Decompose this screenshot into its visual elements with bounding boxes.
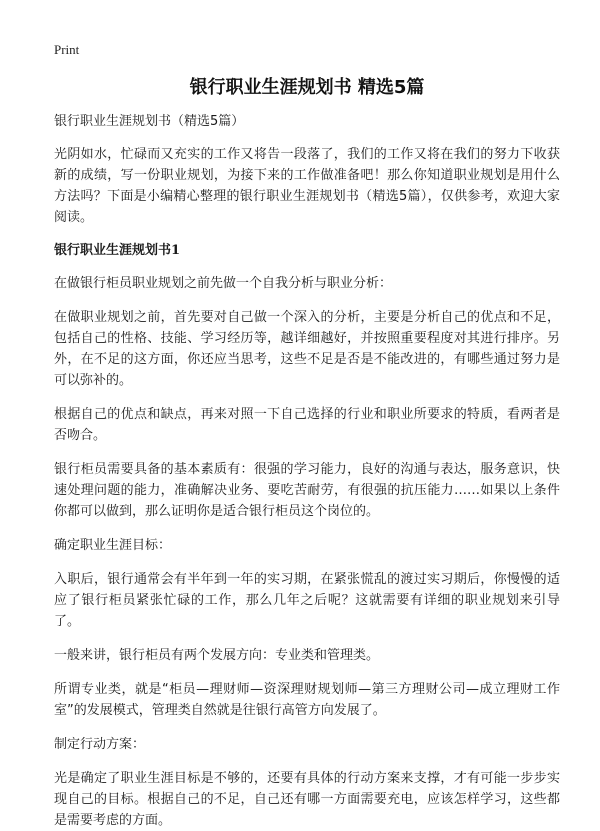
directions-paragraph: 一般来讲，银行柜员有两个发展方向：专业类和管理类。 [54, 648, 380, 663]
qualities-paragraph: 银行柜员需要具备的基本素质有：很强的学习能力，良好的沟通与表达，服务意识，快速处理问题的能力，准确解决业务、要吃苦耐劳，有很强的抗压能力……如果以上条件你都可以做到，那么证明你是适合银行柜员这个岗位的。 [54, 462, 560, 519]
plan-label: 制定行动方案： [54, 737, 146, 752]
professional-track-paragraph: 所谓专业类，就是“柜员—理财师—资深理财规划师—第三方理财公司—成立理财工作室”的发展模式，管理类自然就是往银行高管方向发展了。 [54, 682, 560, 718]
document-subtitle: 银行职业生涯规划书（精选5篇） [54, 114, 245, 129]
internship-paragraph: 入职后，银行通常会有半年到一年的实习期，在紧张慌乱的渡过实习期后，你慢慢的适应了银行柜员紧张忙碌的工作，那么几年之后呢？这就需要有详细的职业规划来引导了。 [54, 572, 560, 629]
print-link[interactable]: Print [54, 42, 80, 57]
section-heading: 银行职业生涯规划书1 [54, 243, 181, 258]
intro-paragraph: 光阴如水，忙碌而又充实的工作又将告一段落了，我们的工作又将在我们的努力下收获新的成绩，写一份职业规划，为接下来的工作做准备吧！那么你知道职业规划是用什么方法吗？下面是小编精心整理的银行职业生涯规划书（精选5篇），仅供参考，欢迎大家阅读。 [54, 147, 560, 225]
comparison-paragraph: 根据自己的优点和缺点，再来对照一下自己选择的行业和职业所要求的特质，看两者是否吻合。 [54, 407, 560, 443]
action-plan-paragraph: 光是确定了职业生涯目标是不够的，还要有具体的行动方案来支撑，才有可能一步步实现自己的目标。根据自己的不足，自己还有哪一方面需要充电，应该怎样学习，这些都是需要考虑的方面。 [54, 771, 560, 828]
self-analysis-paragraph: 在做职业规划之前，首先要对自己做一个深入的分析，主要是分析自己的优点和不足，包括自己的性格、技能、学习经历等，越详细越好，并按照重要程度对其进行排序。另外，在不足的这方面，你还应当思考，这些不足是否是不能改进的，有哪些通过努力是可以弥补的。 [54, 310, 560, 388]
lead-paragraph: 在做银行柜员职业规划之前先做一个自我分析与职业分析： [54, 276, 393, 291]
page-title: 银行职业生涯规划书 精选5篇 [189, 77, 425, 98]
goal-label: 确定职业生涯目标： [54, 538, 172, 553]
